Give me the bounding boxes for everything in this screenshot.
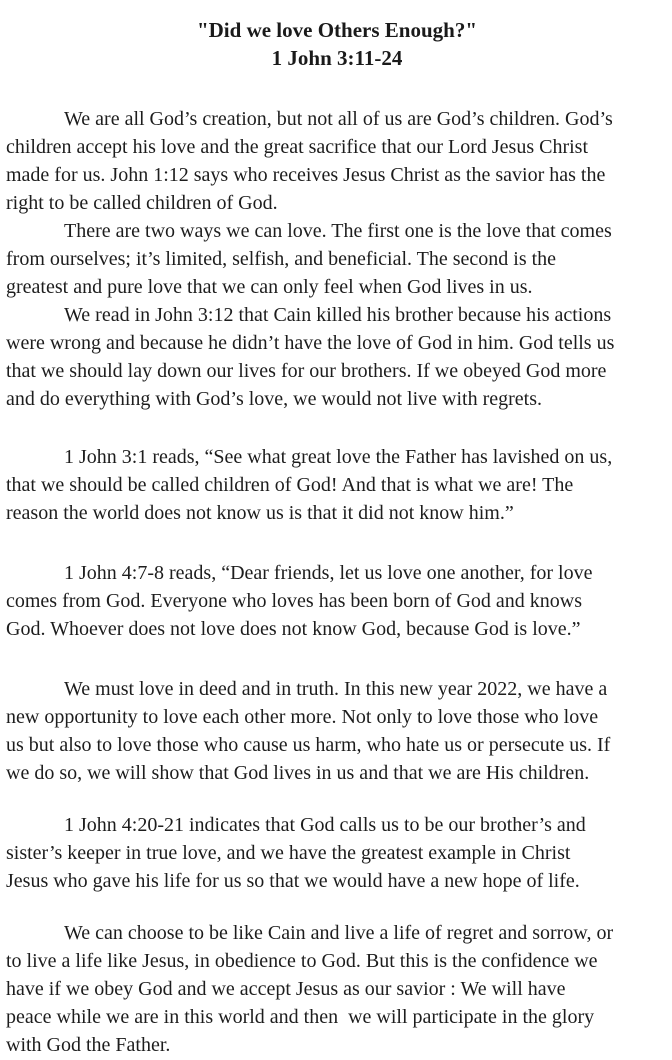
document-body: [6, 105, 668, 1059]
paragraph: We are all God’s creation, but not all of us are God’s children. God’s children accept his love and the great sacrifice that our Lord Jesus Christ made for us. John 1:12 says who receives Jesus Christ as the savior has the right to be called children of God.: [6, 108, 613, 214]
paragraph: There are two ways we can love. The first one is the love that comes from ourselves; it’s limited, selfish, and beneficial. The second is the greatest and pure love that we can only feel when God lives in us.: [6, 220, 612, 298]
paragraph: We read in John 3:12 that Cain killed his brother because his actions were wrong and because he didn’t have the love of God in him. God tells us that we should lay down our lives for our brothers. If we obeyed God more and do everything with God’s love, we would not live with regrets.: [6, 304, 615, 410]
paragraph: 1 John 4:20-21 indicates that God calls us to be our brother’s and sister’s keeper in true love, and we have the greatest example in Christ Jesus who gave his life for us so that we would have a new hope of life.: [6, 814, 586, 892]
paragraph: 1 John 4:7-8 reads, “Dear friends, let us love one another, for love comes from God. Everyone who loves has been born of God and knows God. Whoever does not love does not know God, because God is love.”: [6, 562, 593, 640]
paragraph: We must love in deed and in truth. In this new year 2022, we have a new opportunity to love each other more. Not only to love those who love us but also to love those who cause us harm, who hate us or persecute us. If we do so, we will show that God lives in us and that we are His children.: [6, 678, 611, 784]
document-title-line1: "Did we love Others Enough?": [196, 18, 477, 42]
paragraph: We can choose to be like Cain and live a life of regret and sorrow, or to live a life like Jesus, in obedience to God. But this is the confidence we have if we obey God and we accept Jesus as our savior : We will have peace while we are in this world and then we will participate in the glory with God the Father.: [6, 922, 614, 1056]
document-title: [6, 16, 668, 72]
paragraph: 1 John 3:1 reads, “See what great love the Father has lavished on us, that we should be called children of God! And that is what we are! The reason the world does not know us is that it did not know him.”: [6, 446, 613, 524]
document-title-line2: 1 John 3:11-24: [271, 46, 403, 70]
